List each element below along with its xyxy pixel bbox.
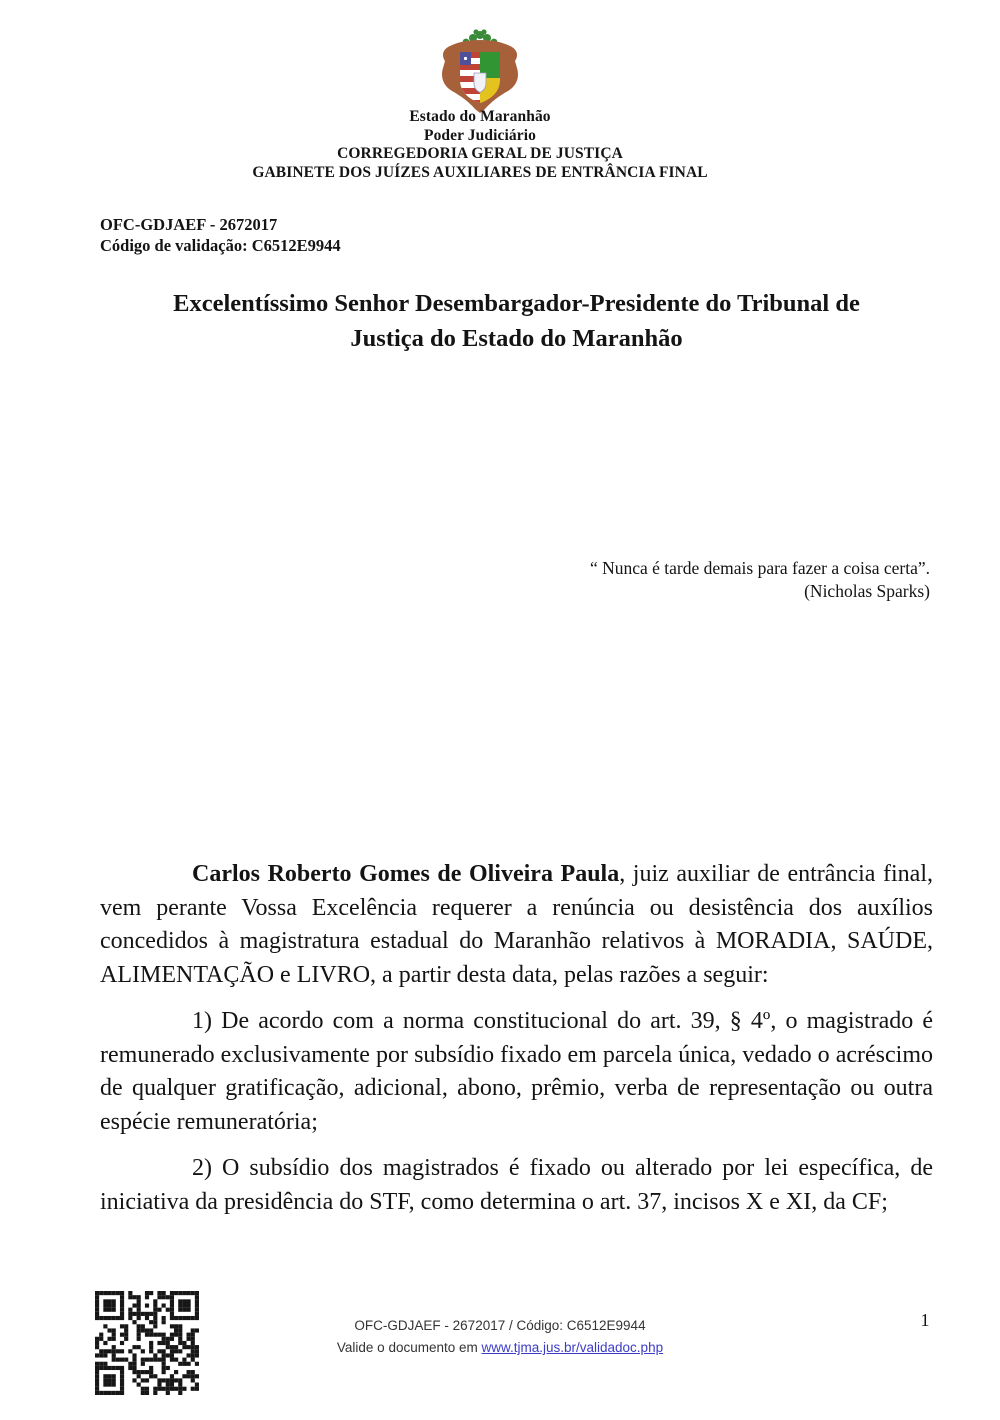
page-number: 1 (920, 1310, 930, 1330)
crest-star-icon (464, 57, 467, 60)
paragraph-item-1: 1) De acordo com a norma constitucional do art. 39, § 4º, o magistrado é remunerado exclusivamente por subsídio fixado em parcela única, vedado o acréscimo de qualquer gratificação, adicional, abono, prêmio, verba de representação ou outra espécie remuneratória; (100, 1008, 933, 1135)
document-body (100, 858, 933, 1219)
document-title-line1: Excelentíssimo Senhor Desembargador-Presidente do Tribunal de (173, 290, 860, 317)
org-department-line: CORREGEDORIA GERAL DE JUSTIÇA (337, 145, 623, 162)
footer-validate-line (17, 1337, 983, 1359)
epigraph (590, 557, 930, 603)
org-state-line: Estado do Maranhão (409, 108, 551, 125)
document-title (100, 286, 933, 356)
petitioner-name: Carlos Roberto Gomes de Oliveira Paula (192, 861, 620, 887)
footer-validate-link[interactable]: www.tjma.jus.br/validadoc.php (481, 1340, 664, 1355)
paragraph-intro (100, 858, 933, 992)
maranhao-coat-of-arms-icon (428, 28, 532, 114)
crest-escutcheon-icon (474, 73, 486, 93)
validation-code: Código de validação: C6512E9944 (100, 236, 341, 255)
document-title-line2: Justiça do Estado do Maranhão (350, 325, 683, 352)
quote-text: “ Nunca é tarde demais para fazer a coisa certa”. (589, 558, 930, 578)
document-header (0, 108, 960, 182)
document-number: OFC-GDJAEF - 2672017 (100, 215, 278, 234)
quote-author: (Nicholas Sparks) (804, 581, 930, 601)
footer-validate-prefix: Valide o documento em (336, 1340, 482, 1355)
org-office-line: GABINETE DOS JUÍZES AUXILIARES DE ENTRÂNCIA FINAL (252, 163, 708, 181)
footer-doc-code: OFC-GDJAEF - 2672017 / Código: C6512E9944 (354, 1318, 646, 1333)
reference-block (100, 214, 341, 256)
paragraph-item-2: 2) O subsídio dos magistrados é fixado ou alterado por lei específica, de iniciativa da presidência do STF, como determina o art. 37, incisos X e XI, da CF; (100, 1155, 933, 1215)
footer (17, 1315, 983, 1359)
org-branch-line: Poder Judiciário (424, 126, 536, 144)
paragraph-intro-text: , juiz auxiliar de entrância final, vem perante Vossa Excelência requerer a renúncia ou desistência dos auxílios concedidos à magistratura estadual do Maranhão relativos à MORADIA, SAÚDE, ALIMENTAÇÃO e LIVRO, a partir desta data, pelas razões a seguir: (100, 861, 933, 988)
